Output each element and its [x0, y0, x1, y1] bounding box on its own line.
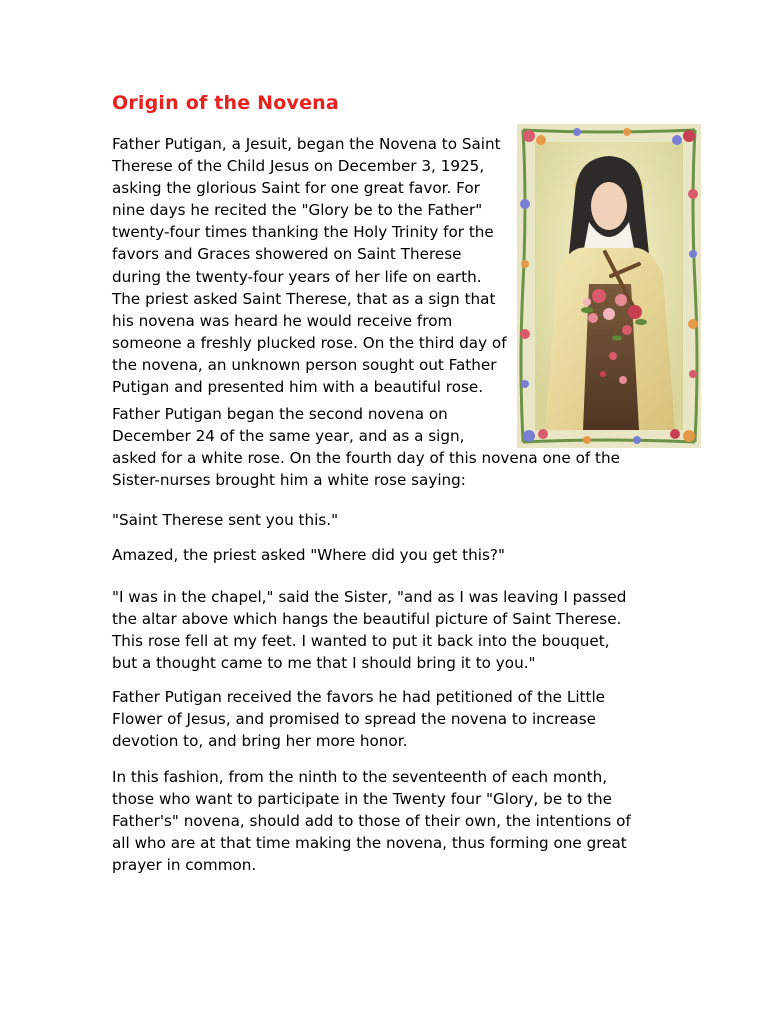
text-line: those who want to participate in the Twenty four "Glory, be to the	[112, 790, 612, 809]
text-line: December 24 of the same year, and as a sign,	[112, 427, 465, 446]
text-line: Therese of the Child Jesus on December 3, 1925,	[112, 157, 485, 176]
text-line: "I was in the chapel," said the Sister, "and as I was leaving I passed	[112, 588, 627, 606]
text-line: prayer in common.	[112, 856, 257, 875]
saint-therese-picture	[517, 124, 701, 448]
text-line: Father Putigan began the second novena on	[112, 405, 448, 423]
page-title: Origin of the Novena	[112, 92, 339, 114]
paragraph-4	[112, 544, 505, 566]
text-line: In this fashion, from the ninth to the seventeenth of each month,	[112, 768, 608, 786]
text-line: the novena, an unknown person sought out Father	[112, 355, 497, 374]
text-line: the altar above which hangs the beautiful picture of Saint Therese.	[112, 610, 622, 629]
text-line: his novena was heard he would receive from	[112, 311, 453, 330]
text-line: "Saint Therese sent you this."	[112, 511, 339, 529]
text-line: The priest asked Saint Therese, that as a sign that	[112, 289, 496, 308]
text-line: all who are at that time making the novena, thus forming one great	[112, 834, 627, 853]
text-line: during the twenty-four years of her life on earth.	[112, 267, 482, 286]
text-line: This rose fell at my feet. I wanted to put it back into the bouquet,	[112, 632, 610, 651]
paragraph-2	[112, 403, 620, 491]
text-line: nine days he recited the "Glory be to the Father"	[112, 201, 483, 220]
text-line: Putigan and presented him with a beautiful rose.	[112, 378, 484, 397]
paragraph-1	[112, 133, 507, 398]
text-line: Amazed, the priest asked "Where did you get this?"	[112, 546, 505, 564]
text-line: Father Putigan received the favors he had petitioned of the Little	[112, 688, 606, 706]
text-line: favors and Graces showered on Saint Therese	[112, 245, 462, 264]
text-line: Sister-nurses brought him a white rose saying:	[112, 471, 466, 490]
paragraph-7	[112, 766, 631, 876]
text-line: asking the glorious Saint for one great favor. For	[112, 179, 480, 198]
text-line: but a thought came to me that I should bring it to you."	[112, 654, 536, 673]
text-line: asked for a white rose. On the fourth day of this novena one of the	[112, 449, 620, 468]
paragraph-6	[112, 686, 605, 752]
text-line: Father's" novena, should add to those of their own, the intentions of	[112, 812, 631, 831]
text-line: Father Putigan, a Jesuit, began the Novena to Saint	[112, 135, 501, 153]
text-line: twenty-four times thanking the Holy Trinity for the	[112, 223, 494, 242]
paragraph-5	[112, 586, 626, 674]
paragraph-3	[112, 509, 338, 531]
text-line: Flower of Jesus, and promised to spread the novena to increase	[112, 710, 596, 729]
text-line: someone a freshly plucked rose. On the third day of	[112, 333, 507, 352]
text-line: devotion to, and bring her more honor.	[112, 732, 408, 751]
